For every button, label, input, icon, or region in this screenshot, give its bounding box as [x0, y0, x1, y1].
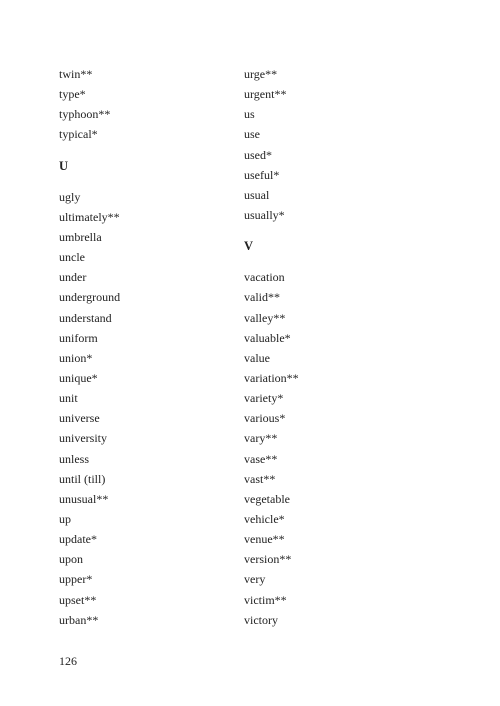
word-entry: victory — [244, 612, 278, 627]
word-entry: unusual** — [59, 491, 109, 506]
word-entry: umbrella — [59, 229, 102, 244]
left-before-list — [59, 64, 239, 145]
word-entry: valley** — [244, 310, 286, 325]
word-entry: us — [244, 107, 255, 122]
word-entry: vehicle* — [244, 511, 285, 526]
word-entry: vase** — [244, 451, 278, 466]
word-entry: union* — [59, 350, 93, 365]
word-entry: universe — [59, 411, 100, 426]
word-entry: under — [59, 270, 87, 285]
word-entry: unit — [59, 391, 78, 406]
word-entry: venue** — [244, 532, 285, 547]
word-entry: version** — [244, 552, 292, 567]
section-heading-u: U — [59, 158, 69, 173]
word-entry: vast** — [244, 471, 276, 486]
word-entry: usual — [244, 187, 270, 202]
word-entry: upset** — [59, 592, 97, 607]
left-after-list — [59, 187, 239, 630]
right-word-column — [244, 64, 424, 630]
word-entry: used* — [244, 147, 272, 162]
word-entry: variation** — [244, 370, 299, 385]
word-entry: valuable* — [244, 330, 291, 345]
word-entry: upper* — [59, 572, 93, 587]
word-entry: unique* — [59, 370, 98, 385]
word-entry: upon — [59, 552, 83, 567]
word-entry: understand — [59, 310, 112, 325]
word-entry: uncle — [59, 250, 85, 265]
word-entry: victim** — [244, 592, 287, 607]
word-entry: typhoon** — [59, 107, 111, 122]
word-entry: usually* — [244, 207, 285, 222]
right-before-list — [244, 64, 424, 225]
word-entry: typical* — [59, 127, 98, 142]
word-entry: value — [244, 350, 270, 365]
right-after-list — [244, 267, 424, 630]
word-entry: variety* — [244, 391, 284, 406]
word-entry: twin** — [59, 67, 93, 81]
left-word-column — [59, 64, 239, 630]
section-heading-v: V — [244, 239, 254, 254]
word-entry: up — [59, 511, 71, 526]
word-entry: urban** — [59, 612, 99, 627]
word-entry: underground — [59, 290, 121, 305]
word-entry: useful* — [244, 167, 280, 182]
word-entry: vacation — [244, 270, 285, 285]
word-entry: various* — [244, 411, 286, 426]
word-entry: update* — [59, 532, 97, 547]
word-entry: type* — [59, 87, 86, 102]
word-entry: ultimately** — [59, 209, 120, 224]
word-entry: unless — [59, 451, 89, 466]
word-entry: very — [244, 572, 266, 587]
word-entry: vary** — [244, 431, 278, 446]
word-entry: valid** — [244, 290, 280, 305]
word-entry: uniform — [59, 330, 98, 345]
word-entry: urgent** — [244, 87, 287, 102]
word-entry: use — [244, 127, 260, 142]
word-entry: urge** — [244, 67, 278, 81]
word-entry: university — [59, 431, 107, 446]
page-number: 126 — [59, 654, 77, 668]
word-entry: until (till) — [59, 471, 106, 486]
word-entry: ugly — [59, 189, 81, 204]
word-entry: vegetable — [244, 491, 290, 506]
